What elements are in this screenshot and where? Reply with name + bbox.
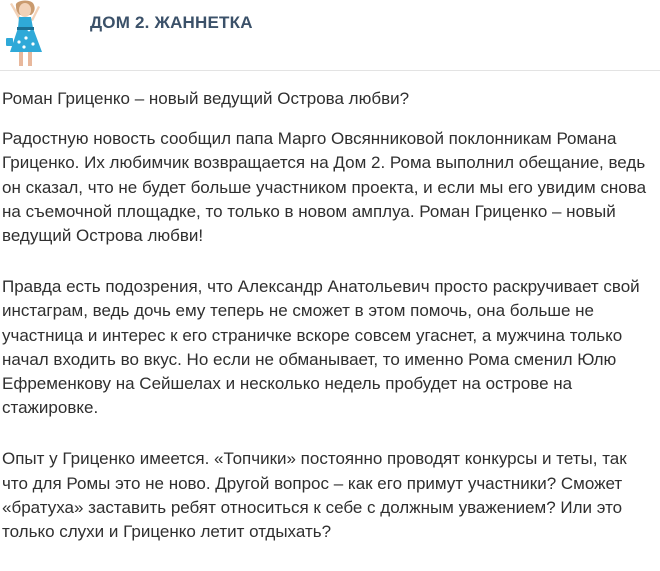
site-title[interactable]: ДОМ 2. ЖАННЕТКА: [90, 13, 253, 32]
article-headline: Роман Гриценко – новый ведущий Острова любви?: [2, 89, 410, 108]
girl-figure-logo-icon[interactable]: [2, 0, 50, 68]
article-paragraph: Радостную новость сообщил папа Марго Овсянниковой поклонникам Романа Гриценко. Их любимчик возвращается на Дом 2. Рома выполнил обещание, ведь он сказал, что не будет больше участником проекта, и если мы его увидим снова на съемочной площадке, то только в новом амплуа. Роман Гриценко – новый ведущий Острова любви!: [2, 129, 647, 246]
article-body: [2, 87, 652, 571]
article-paragraph: Правда есть подозрения, что Александр Анатольевич просто раскручивает свой инстаграм, ведь дочь ему теперь не сможет в этом помочь, она больше не участница и интерес к его страничке вскоре совсем угаснет, а мужчина только начал входить во вкус. Но если не обманывает, то именно Рома сменил Юлю Ефременкову на Сейшелах и несколько недель пробудет на острове на стажировке.: [2, 277, 640, 418]
article-paragraph: Опыт у Гриценко имеется. «Топчики» постоянно проводят конкурсы и теты, так что для Ромы это не ново. Другой вопрос – как его примут участники? Сможет «братуха» заставить ребят относиться к себе с должным уважением? Или это только слухи и Гриценко летит отдыхать?: [2, 449, 627, 542]
header-divider: [0, 70, 660, 71]
site-header: [0, 0, 660, 72]
